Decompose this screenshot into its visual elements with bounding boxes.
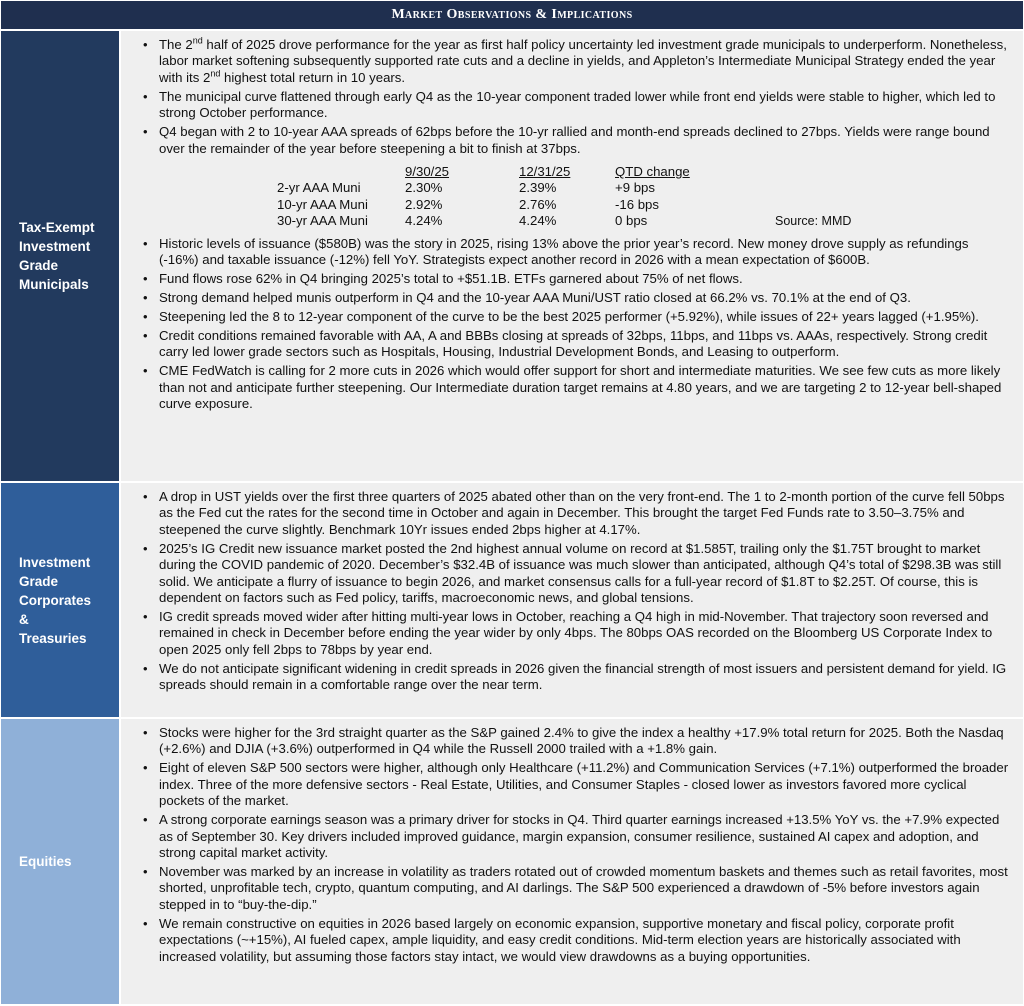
list-item: • IG credit spreads moved wider after hitting multi-year lows in October, reaching a Q4 high in mid-November. That trajectory soon reversed and remained in check in December before ending the year wider by only 4bps. The 80bps OAS recorded on the Bloomberg US Corporate Index to open 2025 only fell 2bps to 78bps by year end. (159, 609, 1009, 658)
table-row: 2-yr AAA Muni 2.30% 2.39% +9 bps (277, 180, 655, 196)
section-equities (1, 717, 1023, 1004)
list-item: • CME FedWatch is calling for 2 more cuts in 2026 which would offer support for short and intermediate maturities. We see few cuts as more likely than not and anticipate further steepening. Our Intermediate duration target remains at 4.80 years, and we are targeting 2 to 12-year bell-shaped curve exposure. (159, 363, 1009, 412)
list-item: • A drop in UST yields over the first three quarters of 2025 abated other than on the very front-end. The 1 to 2-month portion of the curve fell 50bps as the Fed cut the rates for the second time in October and again in December. This brought the target Fed Funds rate to 3.50–3.75% and steepened the curve slightly. Benchmark 10Yr issues ended 2bps higher at 4.17%. (159, 489, 1009, 538)
table-header: QTD change (615, 164, 690, 180)
list-item: • We remain constructive on equities in 2026 based largely on economic expansion, supportive monetary and fiscal policy, corporate profit expectations (~+15%), AI fueled capex, ample liquidity, and easy credit conditions. Mid-term election years are historically associated with increased volatility, but assuming those factors stay intact, we would view drawdowns as a buying opportunities. (159, 916, 1009, 965)
list-item: • The 2nd half of 2025 drove performance for the year as first half policy uncertainty led investment grade municipals to underperform. Nonetheless, labor market softening subsequently supported rate cuts and a decline in yields, and Appleton’s Intermediate Municipal Strategy ended the year with its 2nd highest total return in 10 years. (159, 37, 1009, 86)
bullet-list (139, 236, 1009, 413)
list-item: • Strong demand helped munis outperform in Q4 and the 10-year AAA Muni/UST ratio closed at 66.2% vs. 70.1% at the end of Q3. (159, 290, 1009, 306)
table-header: 12/31/25 (519, 164, 571, 180)
list-item: • The municipal curve flattened through early Q4 as the 10-year component traded lower while front end yields were stable to higher, which led to strong October performance. (159, 89, 1009, 122)
list-item: • We do not anticipate significant widening in credit spreads in 2026 given the financial strength of most issuers and persistent demand for yield. IG spreads should remain in a comfortable range over the near term. (159, 661, 1009, 694)
source-note: Source: MMD (775, 214, 852, 229)
section-municipals (1, 29, 1023, 481)
bullet-list (139, 489, 1009, 694)
bullet-list (139, 37, 1009, 157)
list-item: • Steepening led the 8 to 12-year component of the curve to be the best 2025 performer (+5.92%), while issues of 22+ years lagged (+1.95%). (159, 309, 1009, 325)
section-corporates (1, 481, 1023, 717)
table-row: 30-yr AAA Muni 4.24% 4.24% 0 bps Source: MMD (277, 213, 852, 229)
market-observations-page (1, 1, 1023, 1004)
list-item: • November was marked by an increase in volatility as traders rotated out of crowded momentum baskets and themes such as retail favorites, most shorted, unprofitable tech, crypto, quantum computing, and AI darlings. The S&P 500 experienced a drawdown of -5% before investors again stepped in to “buy-the-dip.” (159, 864, 1009, 913)
list-item: • 2025’s IG Credit new issuance market posted the 2nd highest annual volume on record at $1.585T, trailing only the $1.75T brought to market during the COVID pandemic of 2020. December’s $32.4B of issuance was much slower than anticipated, although Q4’s total of $298.3B was still solid. We anticipate a flurry of issuance to begin 2026, and market consensus calls for a full-year record of $1.8T to $2.25T. Of course, this is dependent on factors such as Fed policy, tariffs, macroeconomic news, and global tensions. (159, 541, 1009, 607)
list-item: • Eight of eleven S&P 500 sectors were higher, although only Healthcare (+11.2%) and Communication Services (+7.1%) outperformed the broader index. Three of the more defensive sectors - Real Estate, Utilities, and Consumer Staples - closed lower as investors favored more cyclical pockets of the market. (159, 760, 1009, 809)
section-content-municipals (119, 31, 1023, 481)
table-row: 10-yr AAA Muni 2.92% 2.76% -16 bps (277, 196, 659, 212)
list-item: • Q4 began with 2 to 10-year AAA spreads of 62bps before the 10-yr rallied and month-end spreads declined to 27bps. Yields were range bound over the remainder of the year before steepening a bit to finish at 37bps. (159, 124, 1009, 157)
bullet-list (139, 725, 1009, 965)
list-item: • Historic levels of issuance ($580B) was the story in 2025, rising 13% above the prior year’s record. New money drove supply as refundings (-16%) and taxable issuance (-12%) fell YoY. Strategists expect another record in 2026 with a mean expectation of $600B. (159, 236, 1009, 269)
section-content-equities (119, 719, 1023, 1004)
list-item: • Fund flows rose 62% in Q4 bringing 2025’s total to +$51.1B. ETFs garnered about 75% of net flows. (159, 271, 1009, 287)
section-label-municipals: Tax-Exempt Investment Grade Municipals (1, 31, 119, 481)
list-item: • Stocks were higher for the 3rd straight quarter as the S&P gained 2.4% to give the index a healthy +17.9% total return for 2025. Both the Nasdaq (+2.6%) and DJIA (+3.6%) outperformed in Q4 while the Russell 2000 trailed with a +1.8% gain. (159, 725, 1009, 758)
list-item: • Credit conditions remained favorable with AA, A and BBBs closing at spreads of 32bps, 11bps, and 11bps vs. AAAs, respectively. Strong credit carry led lower grade sectors such as Hospitals, Housing, Industrial Development Bonds, and Leasing to outperform. (159, 328, 1009, 361)
page-title: Market Observations & Implications (1, 1, 1023, 29)
table-header: 9/30/25 (405, 164, 449, 180)
yield-table (277, 164, 1009, 230)
section-label-corporates: Investment Grade Corporates & Treasuries (1, 483, 119, 717)
section-label-equities: Equities (1, 719, 119, 1004)
list-item: • A strong corporate earnings season was a primary driver for stocks in Q4. Third quarter earnings increased +13.5% YoY vs. the +7.9% expected as of September 30. Key drivers included improved guidance, margin expansion, consumer resilience, sustained AI capex and adoption, and strong capital market activity. (159, 812, 1009, 861)
section-content-corporates (119, 483, 1023, 717)
